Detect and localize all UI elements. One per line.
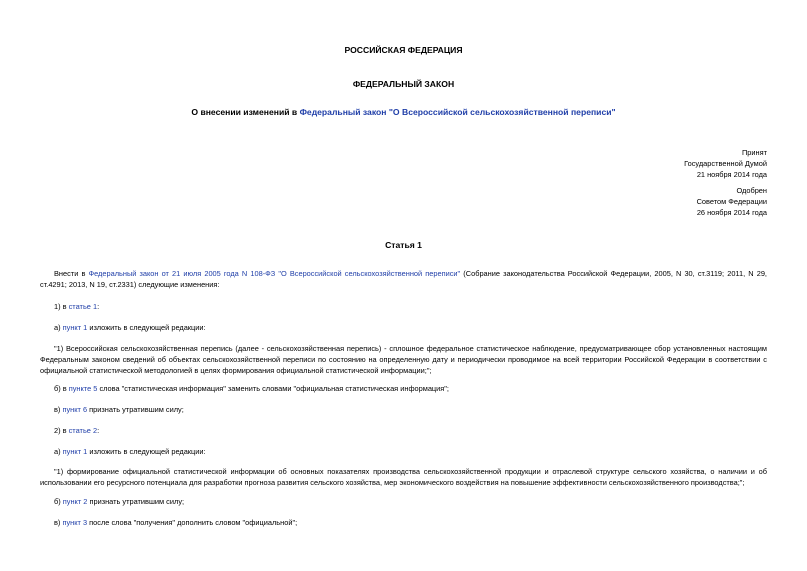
item-2b-link[interactable]: пункт 2 [62, 497, 88, 506]
item-2 [40, 425, 767, 436]
item-2-link[interactable]: статье 2 [68, 426, 98, 435]
law-title [0, 107, 807, 118]
adopted-date: 21 ноября 2014 года [696, 170, 767, 180]
quote-1: "1) Всероссийская сельскохозяйственная перепись (далее - сельскохозяйственная перепись) - сплошное федеральное статистическое наблюдение, предусматривающее сбор установленных настоящим Федеральным законом сведений об объектах сельскохозяйственной переписи по состоянию на определенную дату и периодически проводимое на всей территории Российской Федерации в соответствии с официальной статистической методологией в целях формирования официальной статистической информации;"; [40, 344, 767, 375]
law-title-link[interactable]: Федеральный закон "О Всероссийской сельскохозяйственной переписи" [299, 107, 616, 117]
adopted-block [517, 147, 767, 181]
approved-block [517, 185, 767, 219]
item-2a-text-a: а) [54, 447, 63, 456]
item-2c-text-a: в) [54, 518, 63, 527]
item-1 [40, 301, 767, 312]
approved-line2: Советом Федерации [696, 197, 767, 207]
item-2c-link[interactable]: пункт 3 [62, 518, 88, 527]
item-2a-link[interactable]: пункт 1 [62, 447, 88, 456]
approved-date: 26 ноября 2014 года [696, 208, 767, 218]
item-1c [40, 404, 767, 415]
quote-2: "1) формирование официальной статистической информации об основных показателях производства сельскохозяйственной продукции и отраслевой структуре сельского хозяйства, о наличии и об использовании его ресурсного потенциала для разработки прогноза развития сельского хозяйства, мер экономического воздействия на повышение эффективности сельскохозяйственного производства;"; [40, 467, 767, 487]
item-1b-text-b: слова "статистическая информация" заменить словами "официальная статистическая информация"; [97, 384, 449, 393]
intro-text-a: Внести в [54, 269, 89, 278]
item-2a-text-b: изложить в следующей редакции: [87, 447, 206, 456]
intro-law-link[interactable]: Федеральный закон от 21 июля 2005 года N 108-ФЗ "О Всероссийской сельскохозяйственной переписи" [88, 269, 461, 278]
item-1b-text-a: б) в [54, 384, 69, 393]
item-2b-text-b: признать утратившим силу; [87, 497, 185, 506]
adopted-line1: Принят [741, 148, 767, 157]
item-2-text-b: : [97, 426, 100, 435]
item-2a [40, 446, 767, 457]
article-heading: Статья 1 [385, 240, 422, 250]
item-1a-text-b: изложить в следующей редакции: [87, 323, 206, 332]
article-intro [40, 268, 767, 290]
item-1c-link[interactable]: пункт 6 [62, 405, 88, 414]
item-1c-text-b: признать утратившим силу; [87, 405, 184, 414]
item-2b [40, 496, 767, 507]
adopted-line2: Государственной Думой [684, 159, 767, 169]
country-heading: РОССИЙСКАЯ ФЕДЕРАЦИЯ [344, 45, 463, 55]
doc-type-heading: ФЕДЕРАЛЬНЫЙ ЗАКОН [352, 79, 455, 89]
item-1b-link[interactable]: пункте 5 [68, 384, 98, 393]
item-1a-link[interactable]: пункт 1 [62, 323, 88, 332]
intro-text-b: (Собрание законодательства Российской Федерации, 2005, N 30, ст.3119; 2011, N 29, ст.4291; 2013, N 19, ст.2331) следующие изменения: [40, 269, 767, 289]
item-1a-text-a: а) [54, 323, 63, 332]
item-1-text-b: : [97, 302, 100, 311]
item-2c [40, 517, 767, 528]
law-title-prefix: О внесении изменений в [191, 107, 300, 117]
item-2-text-a: 2) в [54, 426, 69, 435]
item-2b-text-a: б) [54, 497, 63, 506]
item-1b [40, 383, 767, 394]
item-1-link[interactable]: статье 1 [68, 302, 98, 311]
item-2c-text-b: после слова "получения" дополнить словом "официальной"; [87, 518, 298, 527]
item-1-text-a: 1) в [54, 302, 69, 311]
item-1c-text-a: в) [54, 405, 63, 414]
approved-line1: Одобрен [736, 186, 767, 195]
item-1a [40, 322, 767, 333]
